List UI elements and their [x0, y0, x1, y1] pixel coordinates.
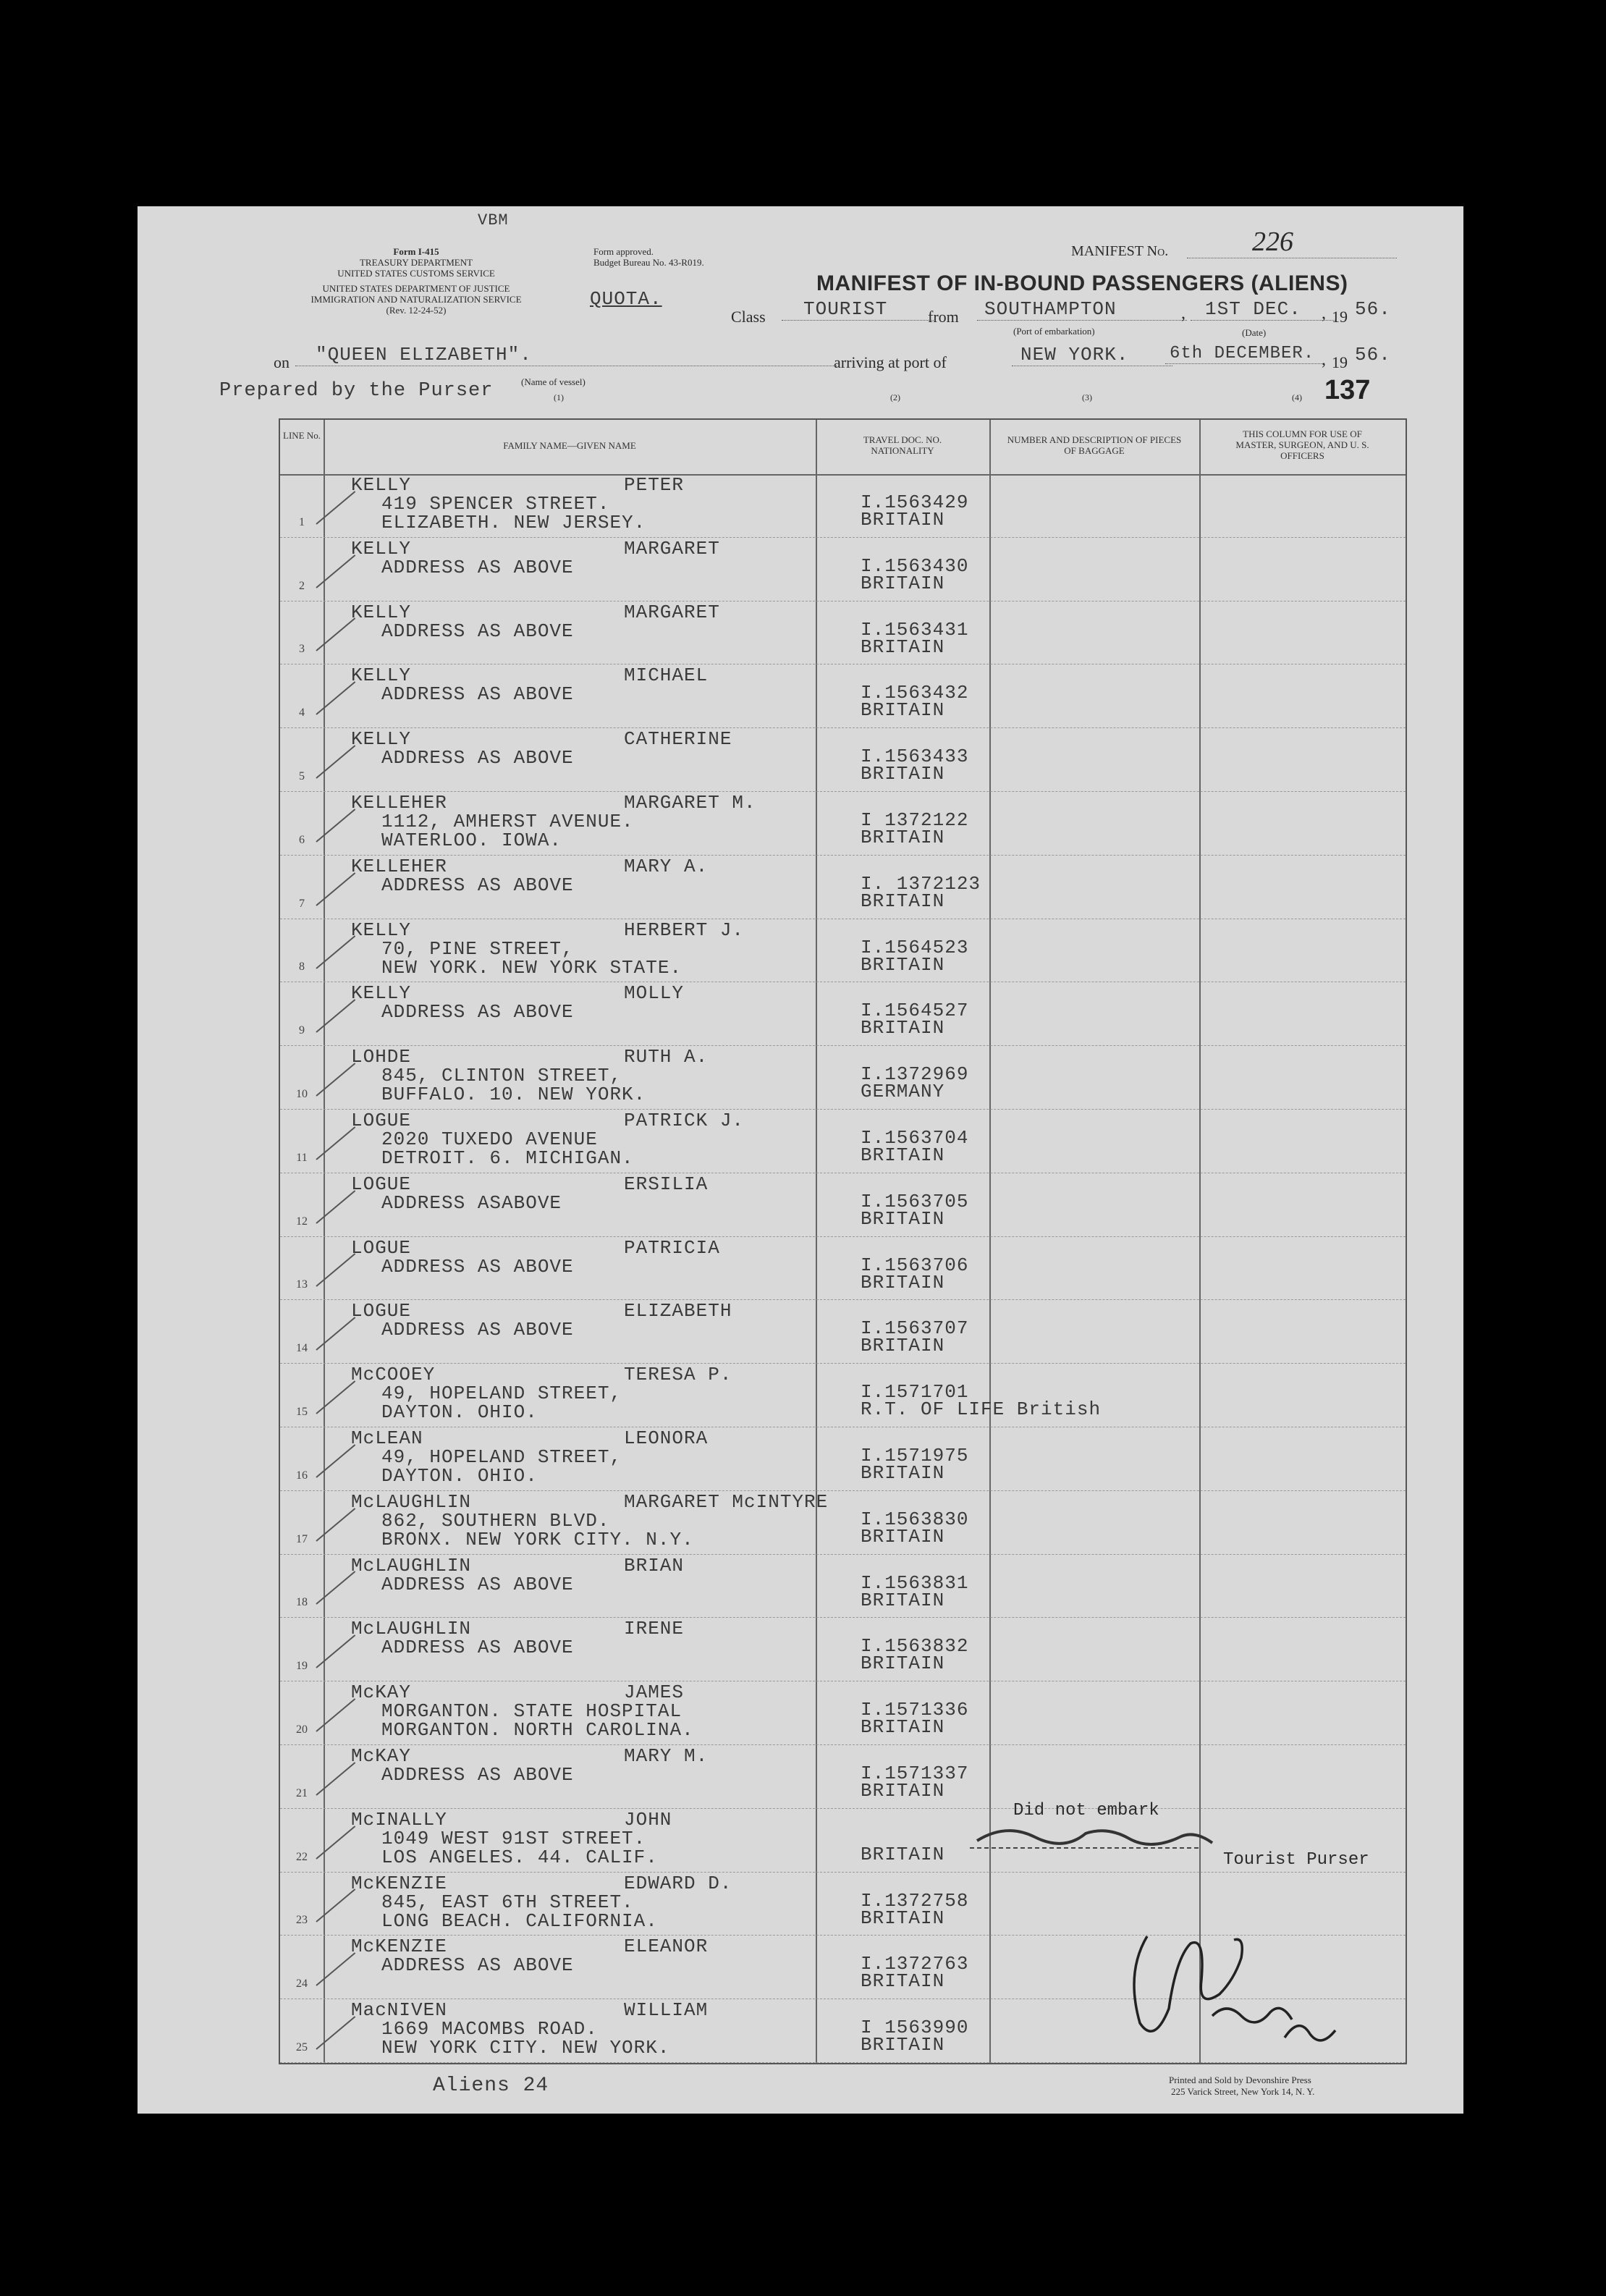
col-header-baggage: NUMBER AND DESCRIPTION OF PIECES OF BAGGAGE — [1007, 434, 1182, 456]
nationality: BRITAIN — [861, 1907, 945, 1929]
address-line-1: MORGANTON. STATE HOSPITAL — [381, 1700, 682, 1723]
arrival-year-prefix: 19 — [1332, 353, 1348, 371]
travel-doc-number: I.1563433 — [861, 746, 969, 768]
table-row — [280, 1681, 1406, 1745]
table-row — [280, 792, 1406, 856]
form-justice: UNITED STATES DEPARTMENT OF JUSTICE — [322, 283, 510, 294]
line-number: 15 — [296, 1405, 308, 1418]
travel-doc-number: I.1571336 — [861, 1699, 969, 1721]
line-number: 19 — [296, 1660, 308, 1673]
table-row — [280, 1618, 1406, 1681]
family-name: McLAUGHLIN — [351, 1490, 472, 1513]
given-name: ELEANOR — [624, 1936, 709, 1958]
line-number: 9 — [299, 1024, 305, 1037]
line-number: 18 — [296, 1596, 308, 1609]
address-line-1: 862, SOUTHERN BLVD. — [381, 1509, 610, 1532]
line-number: 16 — [296, 1469, 308, 1482]
address-line-1: ADDRESS ASABOVE — [381, 1191, 562, 1214]
given-name: JOHN — [624, 1808, 672, 1831]
initials: VBM — [478, 211, 509, 229]
inspector-signature — [1118, 1915, 1350, 2059]
port-embark-caption: (Port of embarkation) — [1013, 326, 1095, 337]
family-name: LOGUE — [351, 1236, 412, 1259]
nationality: BRITAIN — [861, 1271, 945, 1293]
from-label: from — [928, 308, 959, 326]
table-row — [280, 1173, 1406, 1237]
line-number: 12 — [296, 1215, 308, 1228]
given-name: ELIZABETH — [624, 1300, 732, 1322]
nationality: BRITAIN — [861, 1716, 945, 1739]
check-mark — [316, 1571, 355, 1605]
table-row — [280, 982, 1406, 1046]
form-ins: IMMIGRATION AND NATURALIZATION SERVICE — [310, 294, 522, 305]
nationality: BRITAIN — [861, 827, 945, 848]
nationality: BRITAIN — [861, 636, 945, 658]
travel-doc-number: I.1563704 — [861, 1127, 969, 1149]
line-number: 2 — [299, 579, 305, 592]
nationality: BRITAIN — [861, 1462, 945, 1484]
travel-doc-number: I.1571975 — [861, 1445, 969, 1466]
address-line-1: ADDRESS AS ABOVE — [381, 1255, 574, 1278]
given-name: MARGARET — [624, 537, 720, 560]
travel-doc-number: I.1563832 — [861, 1635, 969, 1658]
check-mark — [316, 1889, 355, 1923]
family-name: KELLEHER — [351, 792, 447, 814]
travel-doc-number: I.1563432 — [861, 682, 969, 704]
given-name: PATRICIA — [624, 1236, 720, 1259]
given-name: MARY M. — [624, 1745, 709, 1767]
aliens-count: Aliens 24 — [433, 2075, 549, 2097]
table-row — [280, 1110, 1406, 1173]
nationality: BRITAIN — [861, 1207, 945, 1230]
class-label: Class — [731, 308, 766, 326]
family-name: McKAY — [351, 1745, 412, 1767]
form-rev: (Rev. 12-24-52) — [386, 305, 447, 316]
travel-doc-number: I.1372763 — [861, 1953, 969, 1975]
did-not-embark-note: Did not embark — [1013, 1801, 1159, 1820]
given-name: MARGARET McINTYRE — [624, 1490, 829, 1513]
check-mark — [316, 872, 355, 906]
departure-date: 1ST DEC. — [1191, 298, 1335, 321]
nationality: BRITAIN — [861, 509, 945, 531]
line-number: 5 — [299, 769, 305, 782]
line-number: 3 — [299, 643, 305, 656]
nationality: BRITAIN — [861, 1144, 945, 1166]
given-name: EDWARD D. — [624, 1872, 732, 1894]
address-line-2: BRONX. NEW YORK CITY. N.Y. — [381, 1528, 694, 1550]
nationality: BRITAIN — [861, 1017, 945, 1039]
family-name: KELLY — [351, 537, 412, 560]
printer-line-1: Printed and Sold by Devonshire Press — [1169, 2075, 1311, 2085]
travel-doc-number: I.1372969 — [861, 1063, 969, 1086]
given-name: MARY A. — [624, 855, 709, 877]
nationality: GERMANY — [861, 1081, 945, 1103]
nationality: BRITAIN — [861, 953, 945, 976]
family-name: KELLY — [351, 664, 412, 687]
address-line-1: 845, EAST 6TH STREET. — [381, 1891, 634, 1913]
tourist-purser-note: Tourist Purser — [1223, 1850, 1369, 1870]
given-name: RUTH A. — [624, 1046, 709, 1068]
line-number: 13 — [296, 1278, 308, 1291]
travel-doc-number: I.1563706 — [861, 1254, 969, 1276]
form-number: Form I-415 — [393, 246, 439, 257]
line-number: 14 — [296, 1342, 308, 1355]
travel-doc-number: I.1564527 — [861, 1000, 969, 1022]
address-line-2: WATERLOO. IOWA. — [381, 830, 562, 851]
given-name: PATRICK J. — [624, 1110, 745, 1131]
travel-doc-number: I.1571337 — [861, 1763, 969, 1784]
page-number: 137 — [1324, 375, 1371, 405]
address-line-1: ADDRESS AS ABOVE — [381, 1637, 574, 1659]
passenger-table — [279, 418, 1407, 2064]
col-header-officers: THIS COLUMN FOR USE OF MASTER, SURGEON, AND U. S. OFFICERS — [1235, 429, 1369, 461]
address-line-1: 1112, AMHERST AVENUE. — [381, 811, 634, 832]
budget-bureau: Budget Bureau No. 43-R019. — [593, 257, 704, 268]
class-value: TOURIST — [782, 298, 934, 321]
given-name: PETER — [624, 474, 685, 496]
given-name: BRIAN — [624, 1554, 685, 1577]
date-caption: (Date) — [1242, 327, 1267, 338]
table-row — [280, 1364, 1406, 1427]
table-row — [280, 856, 1406, 919]
address-line-1: ADDRESS AS ABOVE — [381, 1954, 574, 1977]
address-line-1: ADDRESS AS ABOVE — [381, 620, 574, 642]
check-mark — [316, 618, 355, 652]
check-mark — [316, 745, 355, 779]
prepared-by: Prepared by the Purser — [219, 380, 494, 402]
from-value: SOUTHAMPTON — [977, 298, 1187, 321]
nationality: BRITAIN — [861, 1780, 945, 1802]
address-line-1: ADDRESS AS ABOVE — [381, 683, 574, 706]
line-number: 23 — [296, 1914, 308, 1927]
check-mark — [316, 936, 355, 970]
comma-1: , — [1181, 304, 1186, 323]
manifest-number: 226 — [1252, 227, 1293, 257]
check-mark — [316, 809, 355, 843]
nationality: BRITAIN — [861, 763, 945, 785]
col-header-name: FAMILY NAME—GIVEN NAME — [503, 440, 636, 451]
nationality: BRITAIN — [861, 699, 945, 722]
manifest-title: MANIFEST OF IN-BOUND PASSENGERS (ALIENS) — [816, 271, 1348, 295]
family-name: McLAUGHLIN — [351, 1618, 472, 1640]
family-name: McKENZIE — [351, 1936, 447, 1958]
address-line-1: 845, CLINTON STREET, — [381, 1065, 622, 1087]
caption-4: (4) — [1292, 392, 1302, 402]
departure-year: 56. — [1355, 298, 1391, 320]
address-line-1: 1049 WEST 91ST STREET. — [381, 1827, 646, 1849]
table-row — [280, 728, 1406, 792]
arrival-date: 6th DECEMBER. — [1165, 344, 1323, 364]
family-name: LOGUE — [351, 1173, 412, 1195]
nationality: BRITAIN — [861, 1653, 945, 1675]
line-number: 25 — [296, 2040, 308, 2054]
check-mark — [316, 999, 355, 1033]
given-name: LEONORA — [624, 1427, 709, 1449]
address-line-2: DETROIT. 6. MICHIGAN. — [381, 1147, 634, 1169]
nationality: BRITAIN — [861, 1589, 945, 1611]
caption-3: (3) — [1082, 392, 1092, 402]
col-header-travel-doc: TRAVEL DOC. NO. NATIONALITY — [863, 434, 942, 456]
given-name: MICHAEL — [624, 664, 709, 687]
nationality: BRITAIN — [861, 2034, 945, 2056]
travel-doc-number: I 1563990 — [861, 2017, 969, 2039]
line-number: 17 — [296, 1532, 308, 1545]
check-mark — [316, 1634, 355, 1668]
address-line-2: NEW YORK. NEW YORK STATE. — [381, 956, 682, 979]
row-divider — [280, 2062, 1406, 2063]
address-line-1: ADDRESS AS ABOVE — [381, 1573, 574, 1595]
vessel-caption: (Name of vessel) — [521, 376, 586, 387]
comma-3: , — [1322, 350, 1326, 369]
address-line-2: BUFFALO. 10. NEW YORK. — [381, 1084, 646, 1106]
table-row — [280, 602, 1406, 665]
address-line-2: DAYTON. OHIO. — [381, 1401, 538, 1424]
arriving-label: arriving at port of — [834, 353, 947, 371]
line-number: 20 — [296, 1723, 308, 1736]
check-mark — [316, 1317, 355, 1351]
address-line-2: LOS ANGELES. 44. CALIF. — [381, 1846, 658, 1868]
travel-doc-number: I.1564523 — [861, 936, 969, 958]
given-name: TERESA P. — [624, 1364, 732, 1386]
check-mark — [316, 1190, 355, 1224]
check-mark — [316, 1380, 355, 1414]
check-mark — [316, 1063, 355, 1097]
family-name: MacNIVEN — [351, 1999, 447, 2022]
address-line-1: ADDRESS AS ABOVE — [381, 556, 574, 578]
line-number: 1 — [299, 515, 305, 528]
family-name: LOGUE — [351, 1300, 412, 1322]
travel-doc-number: I.1372758 — [861, 1889, 969, 1912]
line-number: 21 — [296, 1786, 308, 1799]
family-name: KELLEHER — [351, 855, 447, 877]
form-department: TREASURY DEPARTMENT — [359, 257, 473, 268]
address-line-2: LONG BEACH. CALIFORNIA. — [381, 1909, 658, 1932]
form-approved: Form approved. — [593, 246, 654, 257]
check-mark — [316, 1444, 355, 1478]
nationality: R.T. OF LIFE British — [861, 1398, 1102, 1421]
line-number: 11 — [296, 1151, 308, 1164]
table-row — [280, 1300, 1406, 1364]
table-row — [280, 1555, 1406, 1618]
nationality: BRITAIN — [861, 1970, 945, 1993]
table-row — [280, 474, 1406, 538]
family-name: KELLY — [351, 728, 412, 751]
caption-2: (2) — [890, 392, 900, 402]
table-row — [280, 919, 1406, 983]
approval-block — [593, 246, 704, 268]
address-line-1: 2020 TUXEDO AVENUE — [381, 1128, 598, 1150]
given-name: JAMES — [624, 1681, 685, 1704]
travel-doc-number: I 1372122 — [861, 809, 969, 831]
address-line-1: ADDRESS AS ABOVE — [381, 1001, 574, 1024]
family-name: LOHDE — [351, 1046, 412, 1068]
given-name: CATHERINE — [624, 728, 732, 751]
nationality: BRITAIN — [861, 1525, 945, 1548]
address-line-2: NEW YORK CITY. NEW YORK. — [381, 2037, 670, 2059]
travel-doc-number: I.1571701 — [861, 1381, 969, 1404]
address-line-2: ELIZABETH. NEW JERSEY. — [381, 512, 646, 533]
table-row — [280, 1491, 1406, 1555]
address-line-1: ADDRESS AS ABOVE — [381, 1319, 574, 1341]
arrival-port: NEW YORK. — [1012, 344, 1172, 366]
form-service: UNITED STATES CUSTOMS SERVICE — [337, 268, 495, 279]
given-name: WILLIAM — [624, 1999, 709, 2022]
family-name: LOGUE — [351, 1110, 412, 1131]
line-number: 4 — [299, 706, 305, 719]
travel-doc-number: I.1563430 — [861, 554, 969, 577]
check-mark — [316, 491, 355, 525]
table-row — [280, 1427, 1406, 1491]
check-mark — [316, 1826, 355, 1860]
table-row — [280, 538, 1406, 602]
travel-doc-number: I.1563705 — [861, 1190, 969, 1212]
address-line-1: 419 SPENCER STREET. — [381, 493, 610, 515]
address-line-1: ADDRESS AS ABOVE — [381, 747, 574, 769]
manifest-number-field — [1187, 226, 1397, 258]
address-line-1: ADDRESS AS ABOVE — [381, 874, 574, 896]
check-mark — [316, 681, 355, 715]
check-mark — [316, 554, 355, 588]
check-mark — [316, 1762, 355, 1796]
given-name: IRENE — [624, 1618, 685, 1640]
form-block — [264, 246, 568, 316]
table-row — [280, 1745, 1406, 1809]
travel-doc-number: I. 1372123 — [861, 872, 981, 895]
comma-2: , — [1322, 304, 1326, 323]
travel-doc-number: I.1563429 — [861, 491, 969, 513]
check-mark — [316, 1952, 355, 1986]
given-name: HERBERT J. — [624, 919, 745, 941]
travel-doc-number: I.1563707 — [861, 1317, 969, 1340]
address-line-1: 70, PINE STREET, — [381, 937, 574, 960]
table-row — [280, 1237, 1406, 1301]
family-name: KELLY — [351, 982, 412, 1005]
family-name: KELLY — [351, 601, 412, 623]
line-number: 22 — [296, 1850, 308, 1863]
check-mark — [316, 1126, 355, 1160]
travel-doc-number: I.1563431 — [861, 618, 969, 641]
given-name: ERSILIA — [624, 1173, 709, 1195]
travel-doc-number: I.1563831 — [861, 1571, 969, 1594]
address-line-1: 49, HOPELAND STREET, — [381, 1383, 622, 1405]
line-number: 7 — [299, 897, 305, 910]
family-name: McKAY — [351, 1681, 412, 1704]
vessel-name: "QUEEN ELIZABETH". — [295, 344, 837, 366]
family-name: McKENZIE — [351, 1872, 447, 1894]
arrival-year: 56. — [1355, 344, 1391, 366]
check-mark — [316, 1508, 355, 1542]
quota: QUOTA. — [590, 288, 662, 310]
family-name: KELLY — [351, 474, 412, 496]
purser-signature — [963, 1808, 1223, 1859]
given-name: MARGARET M. — [624, 792, 756, 814]
family-name: McLEAN — [351, 1427, 423, 1449]
nationality: BRITAIN — [861, 572, 945, 594]
printer-line-2: 225 Varick Street, New York 14, N. Y. — [1171, 2086, 1315, 2097]
col-header-line-no: LINE No. — [283, 430, 321, 441]
departure-year-prefix: 19 — [1332, 308, 1348, 326]
check-mark — [316, 1698, 355, 1732]
given-name: MARGARET — [624, 601, 720, 623]
given-name: MOLLY — [624, 982, 685, 1005]
address-line-1: 49, HOPELAND STREET, — [381, 1446, 622, 1468]
travel-doc-number: I.1563830 — [861, 1508, 969, 1530]
manifest-label: MANIFEST No. — [1071, 243, 1169, 259]
address-line-1: 1669 MACOMBS ROAD. — [381, 2018, 598, 2040]
address-line-2: MORGANTON. NORTH CAROLINA. — [381, 1719, 694, 1742]
nationality: BRITAIN — [861, 890, 945, 912]
family-name: KELLY — [351, 919, 412, 941]
check-mark — [316, 2016, 355, 2050]
line-number: 8 — [299, 961, 305, 974]
line-number: 24 — [296, 1978, 308, 1991]
family-name: McLAUGHLIN — [351, 1554, 472, 1577]
family-name: McCOOEY — [351, 1364, 436, 1386]
family-name: McINALLY — [351, 1808, 447, 1831]
nationality: BRITAIN — [861, 1335, 945, 1357]
check-mark — [316, 1254, 355, 1288]
address-line-1: ADDRESS AS ABOVE — [381, 1764, 574, 1786]
line-number: 10 — [296, 1087, 308, 1100]
line-number: 6 — [299, 833, 305, 846]
table-row — [280, 1046, 1406, 1110]
table-row — [280, 664, 1406, 728]
address-line-2: DAYTON. OHIO. — [381, 1465, 538, 1487]
nationality: BRITAIN — [861, 1843, 945, 1865]
on-label: on — [274, 353, 289, 371]
caption-1: (1) — [554, 392, 564, 402]
